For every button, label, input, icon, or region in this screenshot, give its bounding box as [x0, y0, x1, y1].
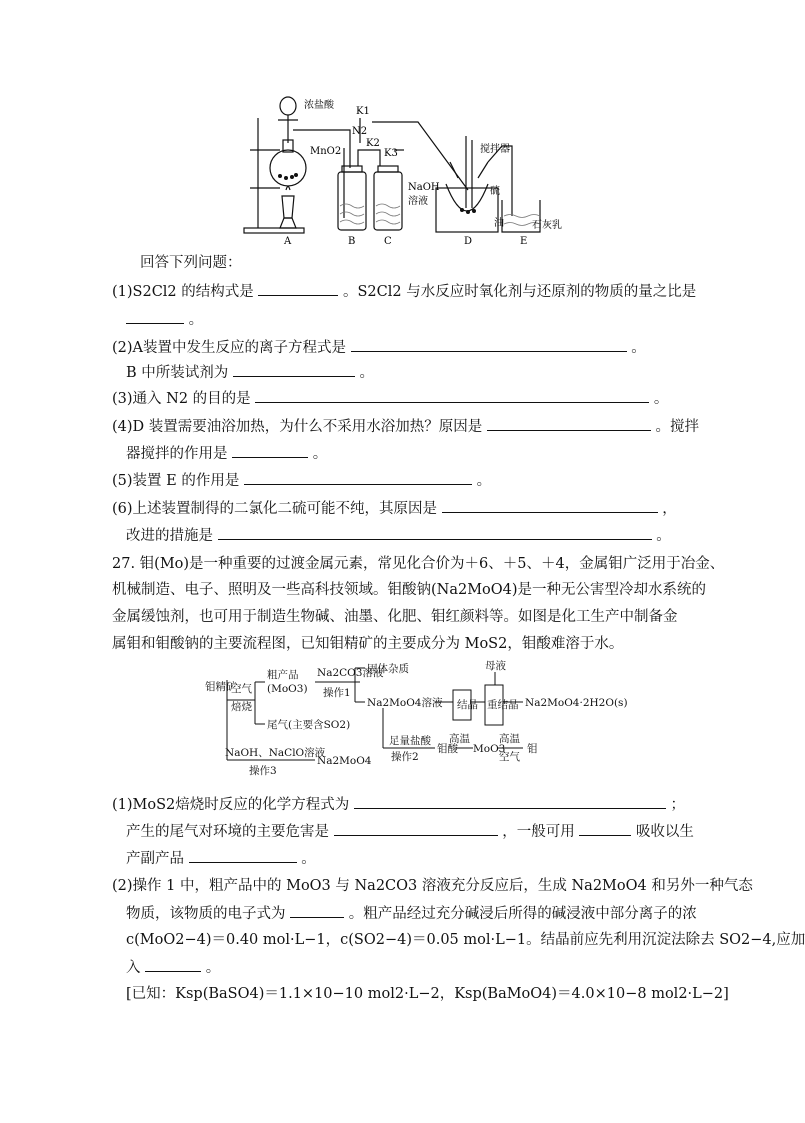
answer-blank[interactable] — [126, 309, 184, 324]
label-k1: K1 — [356, 106, 370, 117]
label-acid: 浓盐酸 — [304, 100, 334, 111]
flow-op1: 操作1 — [323, 687, 351, 699]
flow-tail: 尾气(主要含SO2) — [267, 719, 351, 731]
q26-part4: (4)D 装置需要油浴加热，为什么不采用水浴加热？原因是 。搅拌 — [112, 416, 699, 437]
flow-high-temp: 高温 — [449, 733, 470, 745]
label-mno2: MnO2 — [310, 146, 342, 157]
flow-naoh: NaOH、NaClO溶液 — [225, 747, 326, 759]
letter-b: B — [348, 236, 356, 247]
flow-op3: 操作3 — [249, 765, 277, 777]
letter-a: A — [284, 236, 292, 247]
q26-part2: (2)A装置中发生反应的离子方程式是 。 — [112, 337, 646, 358]
answer-blank[interactable] — [579, 821, 631, 836]
q27-sub2-line2: 物质，该物质的电子式为 。粗产品经过充分碱浸后所得的碱浸液中部分离子的浓 — [126, 903, 697, 924]
answer-blank[interactable] — [218, 525, 652, 540]
q27-line2: 机械制造、电子、照明及一些高科技领域。钼酸钠(Na2MoO4)是一种无公害型冷却水系统的 — [112, 582, 707, 598]
label-naoh: NaOH — [408, 182, 440, 193]
flow-hcl: 足量盐酸 — [389, 735, 431, 747]
flow-mo: 钼 — [527, 743, 538, 755]
answer-blank[interactable] — [351, 337, 627, 352]
flow-air2: 空气 — [499, 751, 520, 763]
flow-high-temp2: 高温 — [499, 733, 520, 745]
answer-blank[interactable] — [487, 416, 651, 431]
answer-blank[interactable] — [334, 821, 498, 836]
q27-line3: 金属缓蚀剂，也可用于制造生物碱、油墨、化肥、钼红颜料等。如图是化工生产中制备金 — [112, 609, 678, 625]
label-k3: K3 — [384, 148, 398, 159]
flow-na2moo4-sol: Na2MoO4溶液 — [367, 697, 443, 709]
flow-roast: 焙烧 — [231, 701, 252, 713]
q26-part4b: 器搅拌的作用是 。 — [126, 443, 327, 464]
flow-na2moo4: Na2MoO4 — [317, 755, 372, 767]
label-lime: 石灰乳 — [532, 220, 562, 231]
flow-recrystal: 重结晶 — [487, 699, 519, 711]
flow-molyb-acid: 钼酸 — [437, 743, 458, 755]
label-solution: 溶液 — [408, 196, 428, 207]
letter-e: E — [520, 236, 528, 247]
q26-part2b: B 中所装试剂为 。 — [126, 362, 374, 383]
q26-part6: (6)上述装置制得的二氯化二硫可能不纯，其原因是 ， — [112, 498, 677, 519]
answer-blank[interactable] — [442, 498, 658, 513]
q27-sub1: (1)MoS2焙烧时反应的化学方程式为 ； — [112, 794, 685, 815]
q26-part6b: 改进的措施是 。 — [126, 525, 671, 546]
letter-d: D — [464, 236, 473, 247]
q26-part3: (3)通入 N2 的目的是 。 — [112, 388, 668, 409]
process-flowchart — [205, 660, 628, 780]
flow-product: Na2MoO4·2H2O(s) — [525, 697, 628, 709]
flow-na2co3: Na2CO3溶液 — [317, 667, 384, 679]
flow-air: 空气 — [231, 683, 252, 695]
label-oil: 油 — [494, 218, 504, 229]
flow-crude2: (MoO3) — [267, 683, 308, 695]
flow-solid: 固体杂质 — [367, 663, 409, 675]
q27-sub2-line1: (2)操作 1 中，粗产品中的 MoO3 与 Na2CO3 溶液充分反应后，生成 Na2MoO4 和另外一种气态 — [112, 878, 753, 894]
q27-sub1c: 产副产品 。 — [126, 848, 316, 869]
answer-blank[interactable] — [233, 362, 355, 377]
flow-mother: 母液 — [485, 660, 506, 672]
q27-sub2-line4: 入 。 — [126, 957, 220, 978]
label-sulfur: 硫 — [490, 186, 500, 197]
q27-line1: 27. 钼(Mo)是一种重要的过渡金属元素，常见化合价为＋6、＋5、＋4，金属钼广泛用于冶金、 — [112, 556, 725, 572]
q27-sub2-line5: [已知：Ksp(BaSO4)＝1.1×10−10 mol2·L−2，Ksp(BaMoO4)＝4.0×10−8 mol2·L−2] — [126, 986, 729, 1002]
label-k2: K2 — [366, 138, 380, 149]
answer-blank[interactable] — [255, 388, 649, 403]
flow-crystal: 结晶 — [457, 699, 478, 711]
apparatus-diagram — [240, 88, 560, 250]
answer-blank[interactable] — [258, 281, 338, 296]
flow-op2: 操作2 — [391, 751, 419, 763]
answer-blank[interactable] — [290, 903, 344, 918]
answer-blank[interactable] — [145, 957, 201, 972]
q26-part1: (1)S2Cl2 的结构式是 。S2Cl2 与水反应时氧化剂与还原剂的物质的量之比是 — [112, 281, 696, 302]
answer-blank[interactable] — [244, 470, 472, 485]
q27-line4: 属钼和钼酸钠的主要流程图，已知钼精矿的主要成分为 MoS2，钼酸难溶于水。 — [112, 636, 624, 652]
label-n2: N2 — [352, 126, 368, 137]
letter-c: C — [384, 236, 392, 247]
q27-sub1b: 产生的尾气对环境的主要危害是 ，一般可用 吸收以生 — [126, 821, 694, 842]
flow-ore: 钼精矿 — [205, 681, 237, 693]
answer-blank[interactable] — [232, 443, 308, 458]
q26-part5: (5)装置 E 的作用是 。 — [112, 470, 491, 491]
answer-blank[interactable] — [354, 794, 666, 809]
answer-blank[interactable] — [189, 848, 297, 863]
label-stirrer: 搅拌器 — [480, 144, 510, 155]
q26-intro: 回答下列问题： — [140, 255, 242, 271]
flow-moo3: MoO3 — [473, 743, 506, 755]
q27-sub2-line3: c(MoO2−4)＝0.40 mol·L−1，c(SO2−4)＝0.05 mol·L−1。结晶前应先利用沉淀法除去 SO2−4,应加 — [126, 932, 805, 948]
q26-part1-cont: 。 — [126, 309, 203, 330]
flow-crude: 粗产品 — [267, 669, 299, 681]
